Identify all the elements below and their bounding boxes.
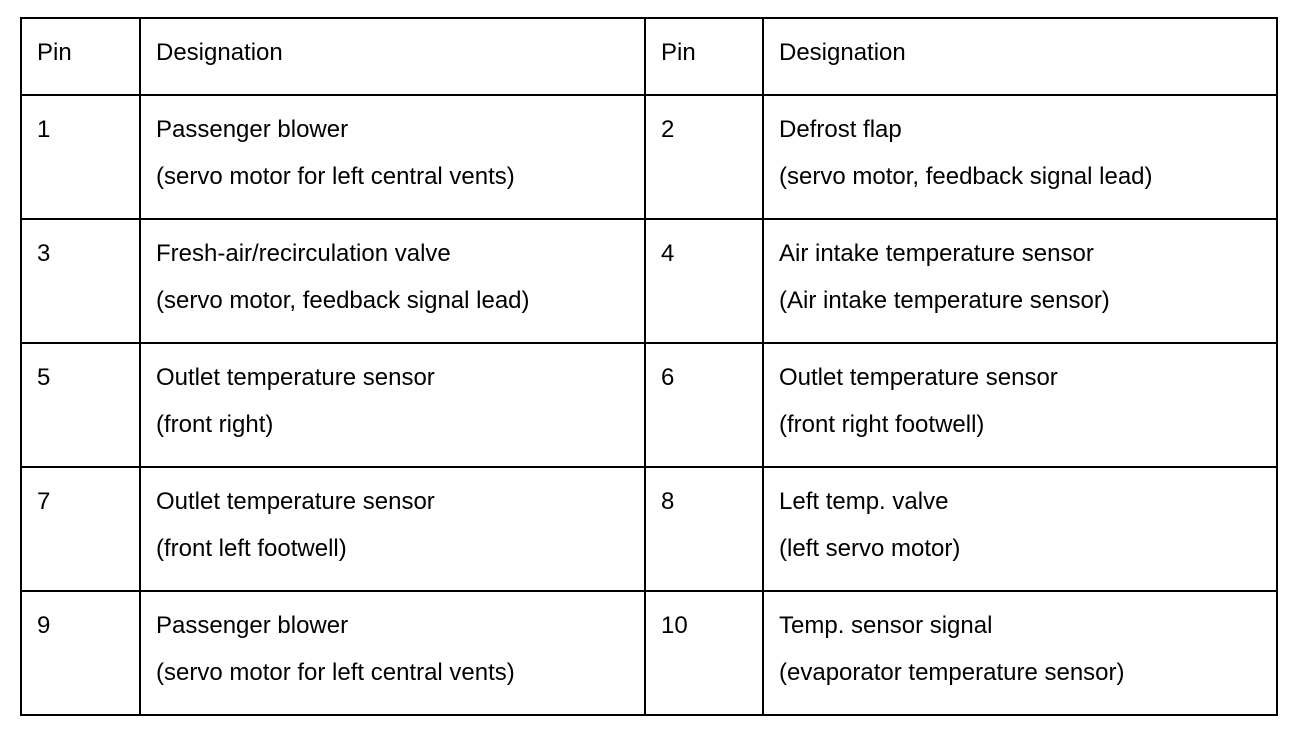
pin-number: 1 xyxy=(37,116,51,143)
designation-detail: (front right) xyxy=(156,411,274,438)
header-label: Designation xyxy=(779,39,906,66)
header-label: Designation xyxy=(156,39,283,66)
designation-cell xyxy=(140,467,645,591)
header-label: Pin xyxy=(37,39,72,66)
pin-number: 4 xyxy=(661,240,675,267)
designation-detail: (servo motor for left central vents) xyxy=(156,163,515,190)
pin-assignment-table xyxy=(20,17,1278,716)
designation-name: Outlet temperature sensor xyxy=(779,364,1058,391)
table-row xyxy=(21,95,1277,219)
designation-cell xyxy=(140,219,645,343)
table-row xyxy=(21,467,1277,591)
designation-detail: (servo motor, feedback signal lead) xyxy=(779,163,1153,190)
pin-number-cell xyxy=(21,591,140,715)
pin-number: 3 xyxy=(37,240,51,267)
table-row xyxy=(21,343,1277,467)
pin-number-cell xyxy=(645,343,763,467)
designation-cell xyxy=(140,591,645,715)
designation-name: Temp. sensor signal xyxy=(779,612,993,639)
header-designation-left xyxy=(140,18,645,95)
header-label: Pin xyxy=(661,39,696,66)
pin-number: 6 xyxy=(661,364,675,391)
designation-name: Left temp. valve xyxy=(779,488,949,515)
designation-cell xyxy=(763,467,1277,591)
pin-number-cell xyxy=(645,591,763,715)
pin-number: 9 xyxy=(37,612,51,639)
pin-number: 7 xyxy=(37,488,51,515)
designation-detail: (front left footwell) xyxy=(156,535,347,562)
designation-detail: (servo motor, feedback signal lead) xyxy=(156,287,530,314)
designation-name: Fresh-air/recirculation valve xyxy=(156,240,451,267)
pin-number-cell xyxy=(21,95,140,219)
table-header-row xyxy=(21,18,1277,95)
header-pin-right xyxy=(645,18,763,95)
pin-number-cell xyxy=(21,467,140,591)
header-pin-left xyxy=(21,18,140,95)
pin-number-cell xyxy=(645,95,763,219)
designation-name: Passenger blower xyxy=(156,116,349,143)
pin-number: 10 xyxy=(661,612,688,639)
designation-name: Outlet temperature sensor xyxy=(156,364,435,391)
designation-cell xyxy=(763,591,1277,715)
designation-cell xyxy=(763,219,1277,343)
designation-detail: (left servo motor) xyxy=(779,535,961,562)
designation-cell xyxy=(140,95,645,219)
pin-number: 2 xyxy=(661,116,675,143)
pin-number-cell xyxy=(21,219,140,343)
designation-cell xyxy=(140,343,645,467)
designation-detail: (evaporator temperature sensor) xyxy=(779,659,1125,686)
table-row xyxy=(21,219,1277,343)
designation-detail: (front right footwell) xyxy=(779,411,985,438)
pin-number-cell xyxy=(21,343,140,467)
pin-number-cell xyxy=(645,467,763,591)
designation-name: Outlet temperature sensor xyxy=(156,488,435,515)
table-row xyxy=(21,591,1277,715)
designation-cell xyxy=(763,95,1277,219)
header-designation-right xyxy=(763,18,1277,95)
designation-name: Defrost flap xyxy=(779,116,902,143)
pin-number-cell xyxy=(645,219,763,343)
designation-detail: (servo motor for left central vents) xyxy=(156,659,515,686)
pin-number: 5 xyxy=(37,364,51,391)
designation-name: Air intake temperature sensor xyxy=(779,240,1094,267)
designation-name: Passenger blower xyxy=(156,612,349,639)
pin-number: 8 xyxy=(661,488,675,515)
designation-cell xyxy=(763,343,1277,467)
designation-detail: (Air intake temperature sensor) xyxy=(779,287,1110,314)
